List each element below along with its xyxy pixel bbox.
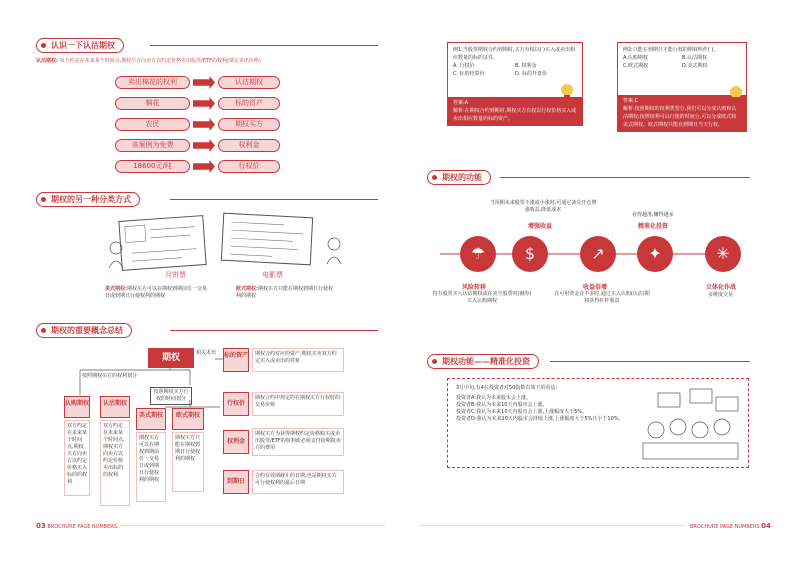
footer-line (420, 525, 685, 526)
function-enhance-title: 增强收益 (528, 223, 553, 230)
tree-american-option: 美式期权 (136, 408, 166, 430)
umbrella-icon: ☂ (460, 236, 496, 272)
concept-strike-desc: 期权合约中规定的在期权买方行权时的交易价格 (252, 392, 344, 416)
function-risk-desc: 持有股票买入认沽期权或在卖空股票时(融券)买入认购期权 (432, 291, 532, 304)
tree-by-time-label: 按照期权买方行权的时间划分 (150, 387, 192, 405)
movie-ticket-illustration (221, 213, 313, 266)
tree-root-terms: 相关术语 (196, 350, 217, 356)
tree-root-option: 期权 (148, 348, 194, 368)
mooncake-ticket-illustration (118, 215, 206, 271)
arrow-icon (193, 97, 215, 110)
section-divider (170, 330, 378, 331)
example-2-options (623, 54, 741, 70)
person-sketch-icon (323, 236, 345, 266)
compass-icon: ✦ (637, 236, 673, 272)
mapping-left-2: 农民 (115, 118, 190, 131)
section-title-functions: 期权的功能 (427, 170, 491, 185)
tree-call-option: 认购期权 (64, 396, 90, 418)
section-title-concepts: 期权的重要概念总结 (36, 323, 132, 338)
chart-up-icon: ↗ (580, 236, 616, 272)
person-sketch-icon (105, 240, 127, 270)
tree-by-right-label: 按照期权买方的权利划分 (82, 373, 138, 379)
example-1-question: 例1:当股票期权合约到期时,买方有权以( )买入或卖出相应数量的标的证券。 (453, 47, 575, 61)
concept-underlying-desc: 期权合约对应的资产,期权买卖双方约定买入或卖出的对象 (252, 348, 344, 372)
footer-right: BROCHURE PAGE NUMBERS 04 (690, 522, 771, 530)
concept-expiry: 到期日 (223, 470, 249, 494)
function-precise-title: 精准化投资 (638, 223, 669, 230)
example-2-option: C.欧式期权 (623, 63, 649, 69)
example-2-option: D.美式期权 (682, 63, 708, 69)
function-multi-desc: 多维度交易 (708, 292, 734, 298)
ticket-label-mooncake: 月饼票 (165, 271, 186, 279)
ticket-sketch-icon (119, 216, 207, 272)
investor-line: 投资者D:我认为未来10天内股市会持续上涨,上涨幅度大于5%且小于10%。 (456, 416, 624, 422)
section-divider (550, 361, 750, 362)
investor-scenario-box (447, 378, 749, 468)
example-1-option: D. 标的开盘价 (515, 71, 548, 77)
american-option-note: 美式期权:期权买方可以在期权到期前任一交易日或到期日行使权利的期权 (105, 286, 208, 299)
ticket-sketch-icon (222, 214, 314, 267)
section-title-put-option: 认识一下认沽期权 (36, 38, 124, 53)
investors-illustration (638, 385, 743, 463)
mapping-right-3: 权利金 (218, 139, 280, 152)
footer-line (120, 525, 385, 526)
function-leverage-title: 收益倍增 (583, 284, 608, 291)
section-title-classification: 期权的另一种分类方式 (36, 192, 140, 207)
investor-line: 投资者B:我认为未来10天内股市会上涨。 (456, 402, 548, 408)
section-divider (170, 199, 378, 200)
concept-premium-desc: 期权买方为获得期权约定价格购买或卖出股票/ETF的权利而必须支付给期权卖方的费用 (252, 428, 344, 456)
mapping-right-2: 期权买方 (218, 118, 280, 131)
put-option-definition: 认沽期权: 双方约定在未来某个时间点,期权买方向卖方以约定价格卖出股票/ETF的权利(锁定卖出价格) (36, 58, 261, 64)
tree-european-option: 欧式期权 (172, 408, 204, 430)
function-precise-desc: 看得越准,赚得越多 (632, 212, 674, 218)
mapping-left-1: 棉花 (115, 97, 190, 110)
example-2-explanation: 解析:按照期权的权利类型分,我们可以分成认购和认沽期权;按照权利可以行使的时间分,可以分成欧式和美式期权。欧式期权只能在到期日当天行权。 (623, 106, 737, 128)
investor-list (456, 395, 626, 423)
mapping-right-4: 行权价 (218, 160, 280, 173)
concept-underlying: 标的资产 (223, 348, 249, 372)
example-2-option: B.认沽期权 (682, 55, 708, 61)
example-1-options (453, 62, 577, 78)
example-1-answer-label: 答案:A (453, 100, 469, 106)
arrow-icon (193, 139, 215, 152)
function-leverage-desc: 在可用资金并不多时,通过买入认购(认沽)期权获得杠杆收益 (554, 291, 650, 304)
mapping-right-0: 认沽期权 (218, 76, 280, 89)
lightbulb-icon (558, 82, 576, 102)
tree-call-desc: 双方约定在未来某个时间点,期权买方向卖方以约定价格买入标的的权利 (64, 420, 90, 496)
network-icon: ✳ (705, 236, 741, 272)
section-divider (150, 45, 378, 46)
function-enhance-desc: 当预期未来股票不涨或小涨时,可通过备兑开仓增强收益,降低成本 (489, 200, 597, 213)
section-title-precise-investing: 期权功能——精准化投资 (427, 354, 539, 369)
tree-european-desc: 期权买方只能在期权到期日行使权利的期权 (172, 432, 204, 492)
concept-strike: 行权价 (223, 392, 249, 416)
arrow-icon (193, 76, 215, 89)
lightbulb-icon (727, 84, 745, 104)
example-2-answer-label: 答案:C (623, 98, 639, 104)
investor-intro: 3月中旬,有4位投资者对50指数有如下的看法: (456, 385, 558, 391)
mapping-list (115, 76, 285, 176)
ticket-label-movie: 电影票 (262, 271, 283, 279)
function-multi-title: 立体化作战 (706, 284, 737, 291)
mapping-left-3: 该案例为免费 (115, 139, 190, 152)
example-1-option: B. 权利金 (515, 63, 537, 69)
mapping-left-0: 卖出棉花的权利 (115, 76, 190, 89)
money-hand-icon: $ (512, 236, 548, 272)
investor-line: 投资者A:我认为未来股市会上涨。 (456, 395, 532, 401)
mapping-right-1: 标的资产 (218, 97, 280, 110)
example-1-explanation: 解析:在期权合约到期时,期权买方有权以行权价格买入或卖出相应数量的标的资产。 (453, 108, 577, 122)
arrow-icon (193, 118, 215, 131)
example-2-option: A.认购期权 (623, 55, 648, 61)
concept-expiry-desc: 合约有效期截止的日期,也是期权买方可行使权利的最后日期 (252, 470, 344, 494)
arrow-icon (193, 160, 215, 173)
example-1-option: C. 标的结算价 (453, 71, 485, 77)
mapping-left-4: 18600元/吨 (115, 160, 190, 173)
tree-put-option: 认沽期权 (100, 396, 130, 418)
example-2-question: 例2:只能在到期日才能行权的期权叫作( )。 (623, 47, 719, 53)
section-divider (500, 177, 750, 178)
tree-american-desc: 期权买方可以在期权到期前任一交易日或到期日行使权利的期权 (136, 432, 166, 502)
investor-line: 投资者C:我认为未来10天内股市会上涨,上涨幅度大于5%。 (456, 409, 588, 415)
tree-put-desc: 双方约定在未来某个时间点,期权买方向卖方以约定价格卖出标的的权利 (100, 420, 130, 506)
footer-left: 03 BROCHURE PAGE NUMBERS (36, 522, 117, 530)
european-option-note: 欧式期权:期权买方只能在期权到期日行使权利的期权 (236, 286, 334, 299)
function-risk-title: 风险转移 (462, 284, 487, 291)
example-1-option: A. 行权价 (453, 63, 475, 69)
concept-premium: 权利金 (223, 430, 249, 454)
